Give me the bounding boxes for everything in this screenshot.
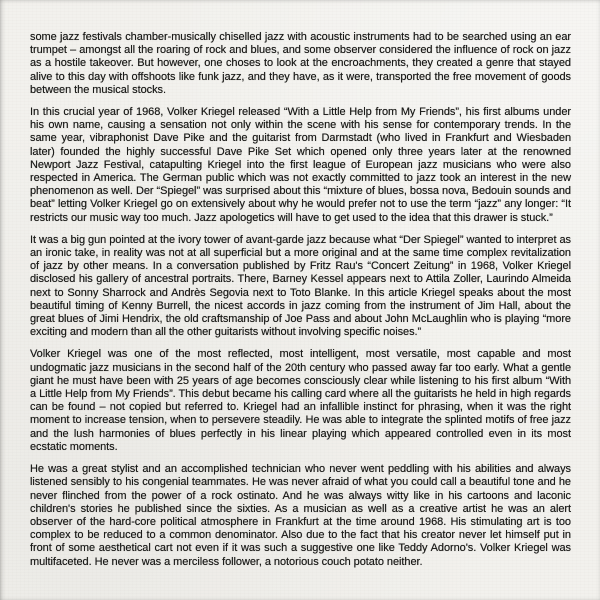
paragraph-5: He was a great stylist and an accomplished technician who never went peddling with his abilities and always listened sensibly to his congenial teammates. He was never afraid of what you could call a beautiful tone and he never flinched from the power of a rock ostinato. And he was always witty like in his cartoons and laconic children's stories he published since the sixties. As a musician as well as a creative artist he was an alert observer of the hard-core political atmosphere in Frankfurt at the time around 1968. His stimulating art is too complex to be reduced to a common denominator. Also due to the fact that his creator never let himself put in front of some aesthetical cart not even if it was such a suggestive one like Teddy Adorno's. Volker Kriegel was multifaceted. He never was a merciless follower, a notorious couch potato neither. — [30, 463, 571, 568]
paragraph-4: Volker Kriegel was one of the most reflected, most intelligent, most versatile, most capable and most undogmatic jazz musicians in the second half of the 20th century who passed away far too early. What a gentle giant he must have been with 25 years of age becomes consciously clear while listening to his first album “With a Little Help from My Friends”. This debut became his calling card where all the guitarists he held in high regards can be found – not copied but referred to. Kriegel had an infallible instinct for phrasing, when it was the right moment to increase tension, when to persevere steadily. He was able to integrate the splinted motifs of free jazz and the lush harmonies of blues perfectly in his linear playing which appeared controlled even in its most ecstatic moments. — [30, 348, 571, 453]
paragraph-2: In this crucial year of 1968, Volker Kriegel released “With a Little Help from My Friends”, his first albums under his own name, causing a sensation not only within the scene with his sense for contemporary trends. In the same year, vibraphonist Dave Pike and the guitarist from Darmstadt (who lived in Frankfurt and Wiesbaden later) founded the highly successful Dave Pike Set which opened only three years later at the renowned Newport Jazz Festival, catapulting Kriegel into the first league of European jazz musicians who were also respected in America. The German public which was not exactly committed to jazz took an interest in the new phenomenon as well. Der “Spiegel” was surprised about this “mixture of blues, bossa nova, Bedouin sounds and beat” letting Volker Kriegel go on extensively about why he would prefer not to use the term “jazz” any longer: “It restricts our music way too much. Jazz apologetics will have to get used to the idea that this drawer is stuck.” — [30, 106, 571, 224]
paragraph-1: some jazz festivals chamber-musically chiselled jazz with acoustic instruments had to be searched using an ear trumpet – amongst all the roaring of rock and blues, and some observer considered the influence of rock on jazz as a hostile takeover. But however, one choses to look at the encroachments, they created a genre that stayed alive to this day with offshoots like funk jazz, and they have, as it were, transported the free movement of goods between the musical stocks. — [30, 31, 571, 96]
paragraph-3: It was a big gun pointed at the ivory tower of avant-garde jazz because what “Der Spiegel” wanted to interpret as an ironic take, in reality was not at all superficial but a more original and at the same time complex revitalization of jazz by other means. In a conversation published by Fritz Rau's “Concert Zeitung” in 1968, Volker Kriegel disclosed his gallery of ancestral portraits. There, Barney Kessel appears next to Attila Zoller, Laurindo Almeida next to Sonny Sharrock and Andrès Segovia next to Toto Blanke. In this article Kriegel speaks about the most beautiful timing of Kenny Burrell, the nicest accords in jazz coming from the instrument of Jim Hall, about the great blues of Jimi Hendrix, the old craftsmanship of Joe Pass and about John McLaughlin who is playing “more exciting and modern than all the other guitarists without involving specific noises.” — [30, 233, 571, 339]
text-block — [30, 31, 571, 569]
